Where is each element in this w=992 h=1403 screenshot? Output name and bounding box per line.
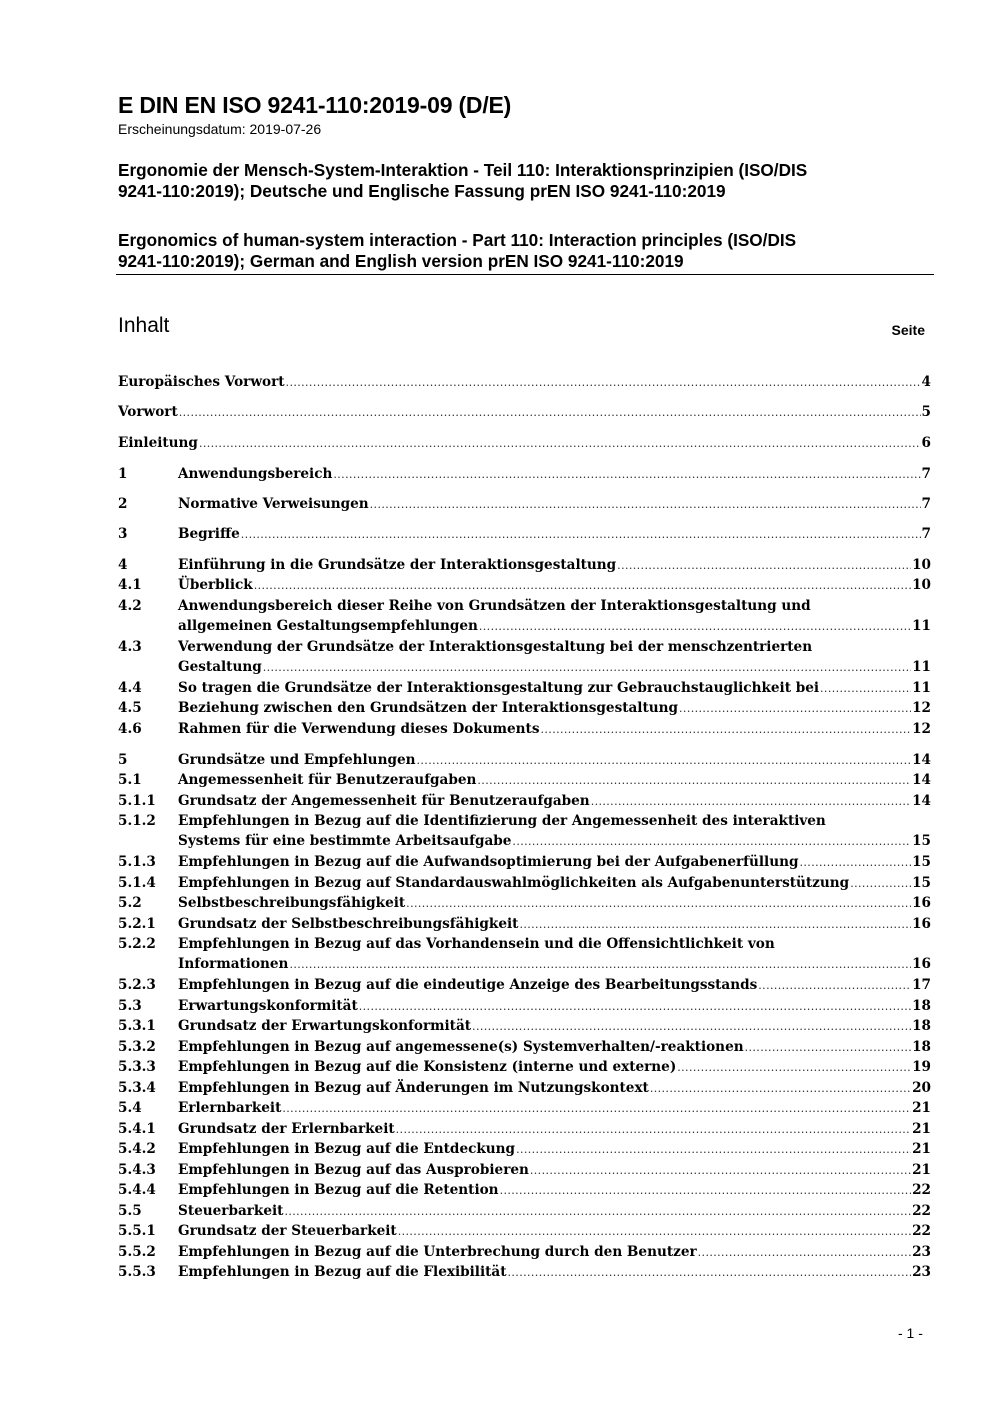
toc-entry-page: 10 [912,577,931,593]
toc-leader-dots [800,853,912,873]
toc-leader-dots [406,894,911,914]
toc-leader-dots [359,997,911,1017]
toc-entry-page: 14 [912,772,931,788]
toc-entry-title: So tragen die Grundsätze der Interaktionsgestaltung zur Gebrauchstauglichkeit bei [178,680,820,696]
toc-leader-dots [758,976,911,996]
toc-leader-dots [199,434,921,454]
toc-entry-number: 5.1.4 [118,875,156,891]
toc-leader-dots [530,1161,911,1181]
toc-entry-title: Grundsätze und Empfehlungen [178,752,416,768]
toc-entry-page: 12 [912,700,931,716]
toc-entry-title: Normative Verweisungen [178,496,369,512]
toc-entry-page: 23 [912,1244,931,1260]
toc-entry-title: Empfehlungen in Bezug auf die Retention [178,1182,499,1198]
toc-leader-dots [516,1140,911,1160]
toc-entry-title: allgemeinen Gestaltungsempfehlungen [178,618,478,634]
toc-entry-title: Systems für eine bestimmte Arbeitsaufgabe [178,833,512,849]
toc-leader-dots [241,525,921,545]
toc-entry-number: 5.1.1 [118,793,156,809]
toc-leader-dots [745,1038,911,1058]
toc-entry-page: 18 [912,1018,931,1034]
toc-entry-title: Erlernbarkeit [178,1100,282,1116]
toc-entry-page: 7 [921,496,931,512]
toc-entry-number: 5.3.3 [118,1059,156,1075]
toc-entry-page: 23 [912,1264,931,1280]
toc-leader-dots [519,915,911,935]
toc-leader-dots [370,495,921,515]
toc-entry-number: 5.2.2 [118,936,156,952]
toc-entry-title: Empfehlungen in Bezug auf die Aufwandsoptimierung bei der Aufgabenerfüllung [178,854,799,870]
toc-leader-dots [284,1202,911,1222]
toc-entry-title: Einleitung [118,435,198,451]
toc-leader-dots [396,1120,911,1140]
toc-leader-dots [417,751,912,771]
toc-entry-page: 17 [912,977,931,993]
toc-entry-page: 10 [912,557,931,573]
toc-entry-number: 5.3.1 [118,1018,156,1034]
toc-entry-number: 4.4 [118,680,142,696]
toc-entry-title: Verwendung der Grundsätze der Interaktionsgestaltung bei der menschzentrierten [178,639,813,655]
toc-entry-title: Rahmen für die Verwendung dieses Dokuments [178,721,540,737]
toc-entry-title: Grundsatz der Angemessenheit für Benutzeraufgaben [178,793,590,809]
toc-entry-title: Empfehlungen in Bezug auf die Unterbrechung durch den Benutzer [178,1244,697,1260]
toc-leader-dots [677,1058,911,1078]
toc-entry-title: Vorwort [118,404,178,420]
toc-entry-title: Grundsatz der Erwartungskonformität [178,1018,472,1034]
toc-leader-dots [477,771,911,791]
toc-entry-title: Empfehlungen in Bezug auf die Identifizierung der Angemessenheit des interaktiven [178,813,826,829]
toc-entry-page: 11 [912,659,931,675]
toc-leader-dots [508,1263,912,1283]
toc-leader-dots [286,373,921,393]
toc-entry-number: 5.1.2 [118,813,156,829]
toc-entry-number: 2 [118,496,128,512]
toc-entry-title: Begriffe [178,526,240,542]
toc-leader-dots [282,1099,911,1119]
toc-entry-number: 5.5 [118,1203,142,1219]
toc-entry-page: 22 [912,1223,931,1239]
toc-entry-number: 4.1 [118,577,142,593]
toc-leader-dots [820,679,911,699]
title-german-line-2: 9241-110:2019); Deutsche und Englische Fassung prEN ISO 9241-110:2019 [118,181,726,201]
toc-entry-number: 5.4.4 [118,1182,156,1198]
publication-date: Erscheinungsdatum: 2019-07-26 [118,121,322,137]
toc-page-label: Seite [891,322,925,338]
toc-entry-page: 11 [912,618,931,634]
toc-leader-dots [679,699,911,719]
toc-entry-number: 5.4.2 [118,1141,156,1157]
toc-entry-title: Empfehlungen in Bezug auf das Vorhandensein und die Offensichtlichkeit von [178,936,775,952]
toc-entry-title: Grundsatz der Selbstbeschreibungsfähigkeit [178,916,519,932]
toc-entry-title: Europäisches Vorwort [118,374,285,390]
toc-entry-number: 4.5 [118,700,142,716]
toc-entry-page: 4 [921,374,931,390]
toc-entry-title: Überblick [178,577,253,593]
toc-leader-dots [254,576,911,596]
toc-entry-page: 19 [912,1059,931,1075]
toc-leader-dots [179,403,921,423]
toc-leader-dots [698,1243,911,1263]
toc-entry-number: 4.3 [118,639,142,655]
toc-entry-number: 5.4 [118,1100,142,1116]
toc-entry-page: 21 [912,1141,931,1157]
toc-entry-page: 22 [912,1203,931,1219]
toc-entry-title: Empfehlungen in Bezug auf die eindeutige Anzeige des Bearbeitungsstands [178,977,758,993]
toc-entry-title: Selbstbeschreibungsfähigkeit [178,895,406,911]
page-number: - 1 - [898,1325,923,1341]
toc-entry-number: 4 [118,557,128,573]
toc-entry-title: Empfehlungen in Bezug auf die Konsistenz (interne und externe) [178,1059,677,1075]
toc-entry-number: 4.2 [118,598,142,614]
toc-entry-page: 15 [912,875,931,891]
toc-entry-page: 22 [912,1182,931,1198]
toc-entry-title: Empfehlungen in Bezug auf Änderungen im Nutzungskontext [178,1080,649,1096]
toc-entry-page: 16 [912,956,931,972]
toc-entry-number: 5.3.4 [118,1080,156,1096]
toc-entry-page: 12 [912,721,931,737]
title-english-line-1: Ergonomics of human-system interaction - Part 110: Interaction principles (ISO/DIS [118,230,797,250]
toc-entry-page: 14 [912,793,931,809]
toc-entry-page: 7 [921,526,931,542]
toc-entry-page: 14 [912,752,931,768]
toc-entry-title: Empfehlungen in Bezug auf angemessene(s) Systemverhalten/-reaktionen [178,1039,744,1055]
toc-entry-title: Anwendungsbereich dieser Reihe von Grundsätzen der Interaktionsgestaltung und [178,598,811,614]
toc-entry-page: 5 [921,404,931,420]
toc-entry-title: Anwendungsbereich [178,466,333,482]
toc-entry-page: 20 [912,1080,931,1096]
toc-entry-number: 5.1.3 [118,854,156,870]
document-title: E DIN EN ISO 9241-110:2019-09 (D/E) [118,92,512,118]
toc-leader-dots [541,720,912,740]
toc-leader-dots [398,1222,911,1242]
toc-leader-dots [850,874,911,894]
toc-entry-number: 5.1 [118,772,142,788]
toc-entry-number: 5.3.2 [118,1039,156,1055]
title-english-line-2: 9241-110:2019); German and English version prEN ISO 9241-110:2019 [118,251,684,271]
toc-entry-title: Grundsatz der Steuerbarkeit [178,1223,397,1239]
toc-leader-dots [512,832,911,852]
toc-entry-number: 5.2.1 [118,916,156,932]
toc-entry-page: 21 [912,1162,931,1178]
toc-entry-title: Empfehlungen in Bezug auf die Flexibilität [178,1264,507,1280]
toc-entry-title: Grundsatz der Erlernbarkeit [178,1121,395,1137]
title-german-line-1: Ergonomie der Mensch-System-Interaktion - Teil 110: Interaktionsprinzipien (ISO/DIS [118,160,808,180]
toc-entry-page: 15 [912,854,931,870]
toc-entry-number: 5.2.3 [118,977,156,993]
toc-entry-page: 18 [912,998,931,1014]
toc-entry-number: 3 [118,526,128,542]
toc-entry-number: 5.2 [118,895,142,911]
toc-entry-number: 5.3 [118,998,142,1014]
toc-leader-dots [289,955,911,975]
toc-entry-title: Empfehlungen in Bezug auf die Entdeckung [178,1141,516,1157]
toc-leader-dots [472,1017,911,1037]
toc-entry-page: 18 [912,1039,931,1055]
toc-entry-title: Beziehung zwischen den Grundsätzen der Interaktionsgestaltung [178,700,679,716]
toc-entry-title: Gestaltung [178,659,262,675]
toc-leader-dots [650,1079,911,1099]
toc-leader-dots [333,465,920,485]
toc-entry-page: 16 [912,895,931,911]
toc-entry-title: Empfehlungen in Bezug auf Standardauswahlmöglichkeiten als Aufgabenunterstützung [178,875,850,891]
toc-entry-title: Informationen [178,956,289,972]
toc-entry-page: 21 [912,1121,931,1137]
toc-entry-page: 7 [921,466,931,482]
toc-entry-page: 6 [921,435,931,451]
toc-leader-dots [591,792,911,812]
toc-entry-number: 5.4.3 [118,1162,156,1178]
toc-leader-dots [500,1181,912,1201]
toc-entry-number: 5.4.1 [118,1121,156,1137]
toc-entry-title: Erwartungskonformität [178,998,358,1014]
toc-leader-dots [479,617,911,637]
toc-entry-page: 15 [912,833,931,849]
toc-heading: Inhalt [118,314,170,337]
toc-entry-number: 1 [118,466,128,482]
toc-entry-page: 16 [912,916,931,932]
toc-leader-dots [263,658,911,678]
toc-entry-number: 5 [118,752,128,768]
toc-entry-title: Empfehlungen in Bezug auf das Ausprobieren [178,1162,529,1178]
toc-entry-title: Einführung in die Grundsätze der Interaktionsgestaltung [178,557,617,573]
toc-leader-dots [617,556,911,576]
toc-entry-number: 5.5.2 [118,1244,156,1260]
toc-entry-page: 21 [912,1100,931,1116]
toc-entry-title: Angemessenheit für Benutzeraufgaben [178,772,477,788]
toc-entry-number: 4.6 [118,721,142,737]
toc-entry-number: 5.5.1 [118,1223,156,1239]
toc-entry-title: Steuerbarkeit [178,1203,284,1219]
toc-entry-number: 5.5.3 [118,1264,156,1280]
toc-entry-page: 11 [912,680,931,696]
